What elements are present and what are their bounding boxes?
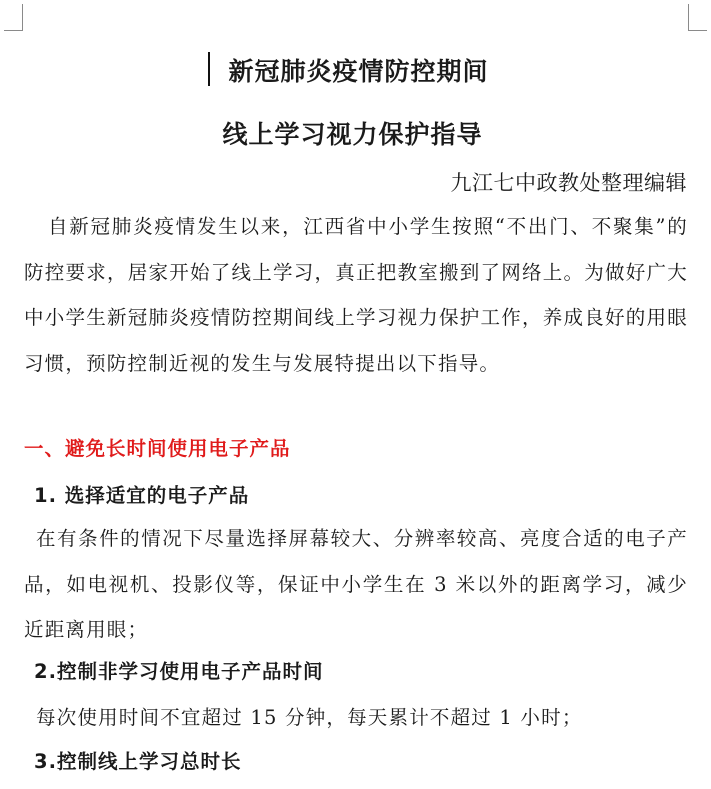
item-2-heading: 2.控制非学习使用电子产品时间: [34, 660, 324, 683]
section-heading: 一、避免长时间使用电子产品: [24, 437, 291, 460]
intro-paragraph: 自新冠肺炎疫情发生以来，江西省中小学生按照“不出门、不聚集”的防控要求，居家开始了线上学习，真正把教室搬到了网络上。为做好广大中小学生新冠肺炎疫情防控期间线上学习视力保护工作，养成良好的用眼习惯，预防控制近视的发生与发展特提出以下指导。: [24, 215, 688, 375]
text-cursor: [208, 52, 210, 86]
document-title-line-1: 新冠肺炎疫情防控期间: [228, 57, 489, 86]
document-editor-credit: 九江七中政教处整理编辑: [450, 171, 687, 195]
item-3-heading: 3.控制线上学习总时长: [34, 750, 242, 773]
item-1-paragraph: 在有条件的情况下尽量选择屏幕较大、分辨率较高、亮度合适的电子产品，如电视机、投影仪等，保证中小学生在 3 米以外的距离学习，减少近距离用眼；: [24, 527, 688, 641]
item-2-paragraph: 每次使用时间不宜超过 15 分钟，每天累计不超过 1 小时；: [36, 706, 583, 729]
page-corner-mark-top-left: [4, 4, 23, 31]
document-title-line-2: 线上学习视力保护指导: [222, 120, 483, 149]
page-corner-mark-top-right: [688, 4, 707, 31]
item-1-heading: 1. 选择适宜的电子产品: [34, 484, 250, 507]
